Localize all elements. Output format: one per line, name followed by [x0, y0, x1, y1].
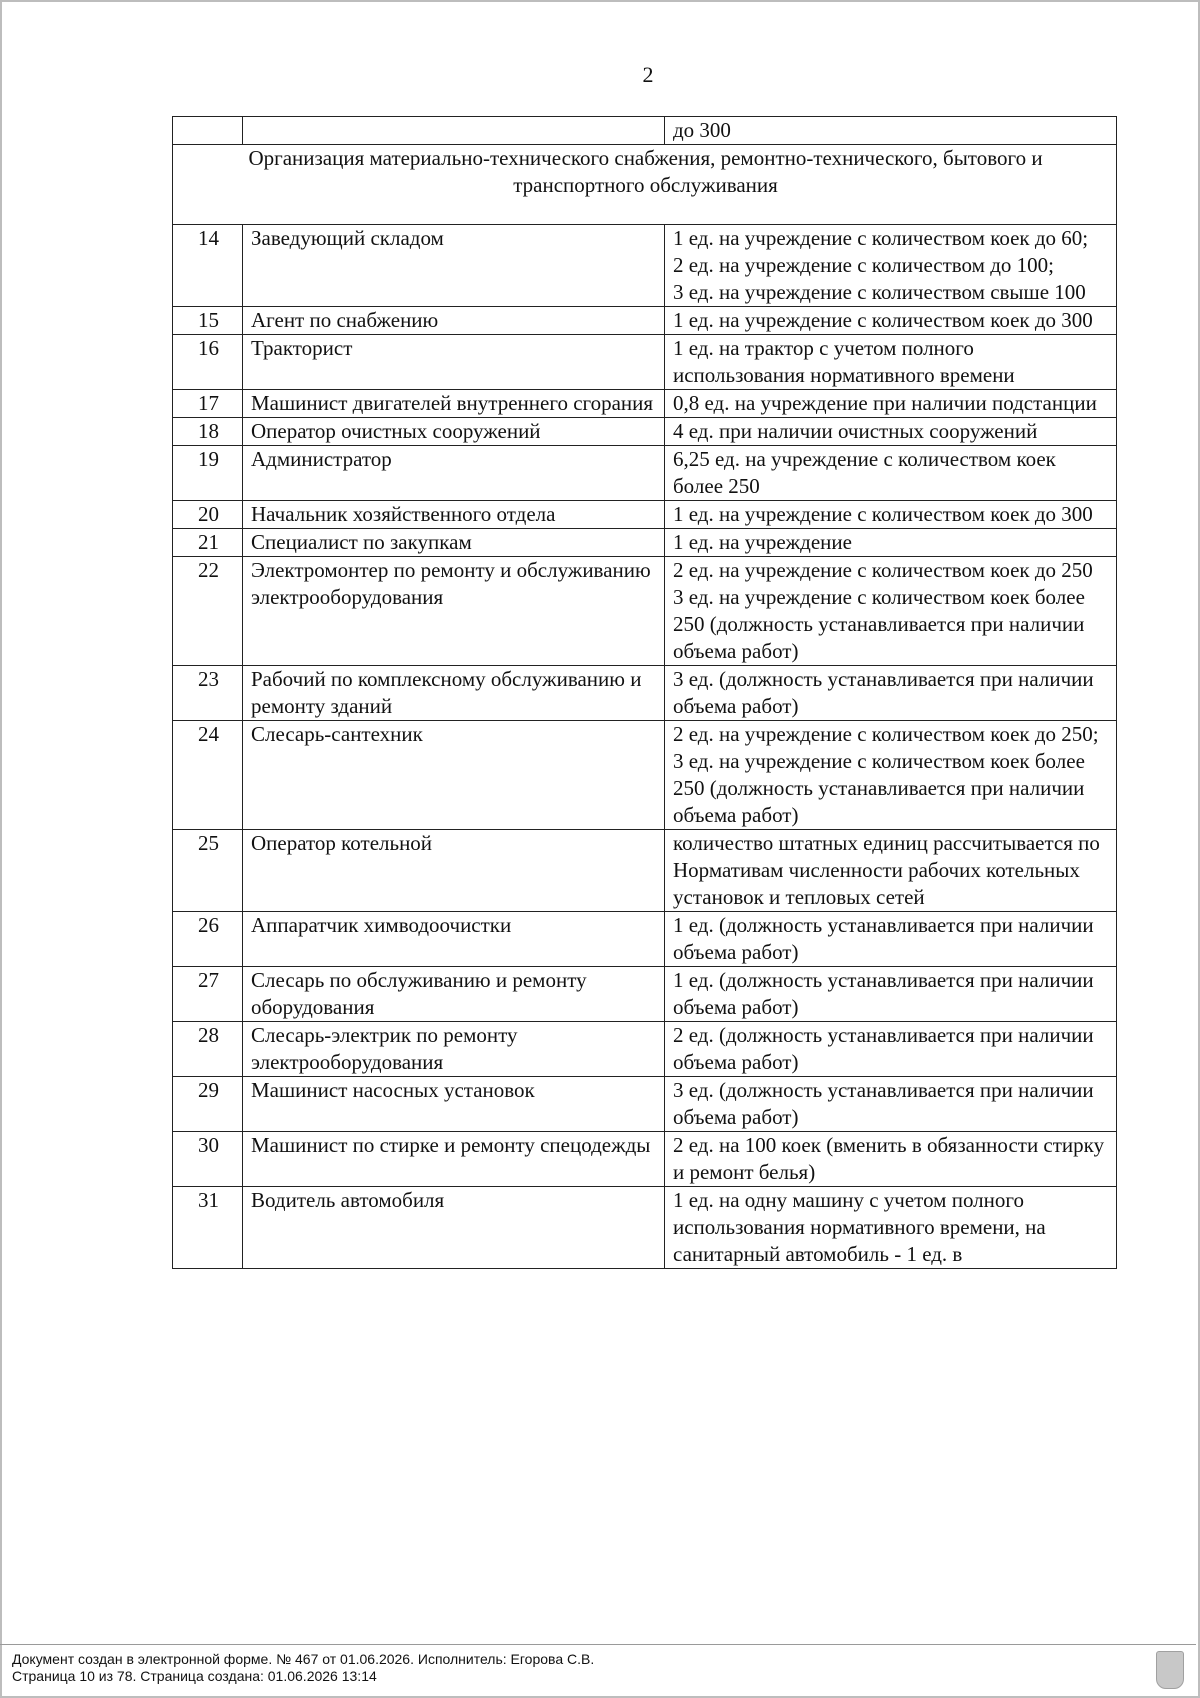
table-row — [173, 307, 1117, 335]
staffing-norm: 1 ед. на трактор с учетом полного использования нормативного времени — [665, 335, 1117, 390]
row-number: 26 — [173, 912, 243, 967]
table-row — [173, 335, 1117, 390]
row-number: 16 — [173, 335, 243, 390]
position-name: Тракторист — [243, 335, 665, 390]
staffing-norm: 2 ед. на учреждение с количеством коек до 250; 3 ед. на учреждение с количеством коек более 250 (должность устанавливается при наличии объема работ) — [665, 721, 1117, 830]
position-name: Начальник хозяйственного отдела — [243, 501, 665, 529]
row-number: 31 — [173, 1187, 243, 1269]
continuation-cell: до 300 — [665, 117, 1117, 145]
position-name: Аппаратчик химводоочистки — [243, 912, 665, 967]
position-name: Машинист насосных установок — [243, 1077, 665, 1132]
table-row — [173, 529, 1117, 557]
position-name: Электромонтер по ремонту и обслуживанию электрооборудования — [243, 557, 665, 666]
row-number: 23 — [173, 666, 243, 721]
position-name: Слесарь-электрик по ремонту электрооборудования — [243, 1022, 665, 1077]
staffing-norm: 1 ед. на учреждение — [665, 529, 1117, 557]
staffing-norm: 1 ед. на одну машину с учетом полного использования нормативного времени, на санитарный автомобиль - 1 ед. в — [665, 1187, 1117, 1269]
table-row — [173, 830, 1117, 912]
table-row — [173, 1022, 1117, 1077]
row-number: 22 — [173, 557, 243, 666]
staffing-norm: 1 ед. на учреждение с количеством коек до 60; 2 ед. на учреждение с количеством до 100; 3 ед. на учреждение с количеством свыше 100 — [665, 225, 1117, 307]
position-name: Машинист двигателей внутреннего сгорания — [243, 390, 665, 418]
row-number: 28 — [173, 1022, 243, 1077]
position-name: Заведующий складом — [243, 225, 665, 307]
position-name: Агент по снабжению — [243, 307, 665, 335]
staffing-norm: 1 ед. на учреждение с количеством коек до 300 — [665, 501, 1117, 529]
continuation-row — [173, 117, 1117, 145]
staffing-norm: 1 ед. на учреждение с количеством коек до 300 — [665, 307, 1117, 335]
seal-icon — [1156, 1651, 1184, 1689]
row-number: 20 — [173, 501, 243, 529]
staffing-norm: 2 ед. на 100 коек (вменить в обязанности стирку и ремонт белья) — [665, 1132, 1117, 1187]
row-number: 27 — [173, 967, 243, 1022]
section-title: Организация материально-технического снабжения, ремонтно-технического, бытового и транспортного обслуживания — [173, 145, 1117, 225]
table-row — [173, 557, 1117, 666]
row-number: 18 — [173, 418, 243, 446]
table-row — [173, 912, 1117, 967]
staffing-norm: 0,8 ед. на учреждение при наличии подстанции — [665, 390, 1117, 418]
staffing-norm: 1 ед. (должность устанавливается при наличии объема работ) — [665, 912, 1117, 967]
row-number: 19 — [173, 446, 243, 501]
position-name: Оператор очистных сооружений — [243, 418, 665, 446]
section-header-row — [173, 145, 1117, 225]
row-number: 25 — [173, 830, 243, 912]
staffing-norm: 6,25 ед. на учреждение с количеством коек более 250 — [665, 446, 1117, 501]
empty-num-cell — [173, 117, 243, 145]
position-name: Водитель автомобиля — [243, 1187, 665, 1269]
table-row — [173, 501, 1117, 529]
table-row — [173, 418, 1117, 446]
row-number: 30 — [173, 1132, 243, 1187]
document-footer — [0, 1644, 1196, 1697]
row-number: 21 — [173, 529, 243, 557]
table-row — [173, 1132, 1117, 1187]
staffing-norm: 3 ед. (должность устанавливается при наличии объема работ) — [665, 666, 1117, 721]
staffing-norm: 2 ед. на учреждение с количеством коек до 250 3 ед. на учреждение с количеством коек более 250 (должность устанавливается при наличии объема работ) — [665, 557, 1117, 666]
row-number: 17 — [173, 390, 243, 418]
staffing-norm: 2 ед. (должность устанавливается при наличии объема работ) — [665, 1022, 1117, 1077]
footer-line-1: Документ создан в электронной форме. № 467 от 01.06.2026. Исполнитель: Егорова С.В. — [12, 1651, 595, 1667]
table-row — [173, 967, 1117, 1022]
table-row — [173, 390, 1117, 418]
staffing-norm: 4 ед. при наличии очистных сооружений — [665, 418, 1117, 446]
empty-position-cell — [243, 117, 665, 145]
staffing-norm: 1 ед. (должность устанавливается при наличии объема работ) — [665, 967, 1117, 1022]
page-number: 2 — [642, 62, 654, 87]
position-name: Оператор котельной — [243, 830, 665, 912]
position-name: Рабочий по комплексному обслуживанию и ремонту зданий — [243, 666, 665, 721]
row-number: 29 — [173, 1077, 243, 1132]
table-row — [173, 666, 1117, 721]
table-row — [173, 446, 1117, 501]
table-row — [173, 1187, 1117, 1269]
footer-text — [12, 1651, 594, 1685]
row-number: 24 — [173, 721, 243, 830]
position-name: Слесарь по обслуживанию и ремонту оборудования — [243, 967, 665, 1022]
position-name: Специалист по закупкам — [243, 529, 665, 557]
row-number: 15 — [173, 307, 243, 335]
footer-line-2: Страница 10 из 78. Страница создана: 01.06.2026 13:14 — [12, 1668, 377, 1684]
staffing-norm: количество штатных единиц рассчитывается по Нормативам численности рабочих котельных установок и тепловых сетей — [665, 830, 1117, 912]
staffing-table — [172, 116, 1117, 1269]
row-number: 14 — [173, 225, 243, 307]
table-row — [173, 225, 1117, 307]
table-row — [173, 1077, 1117, 1132]
position-name: Слесарь-сантехник — [243, 721, 665, 830]
position-name: Администратор — [243, 446, 665, 501]
position-name: Машинист по стирке и ремонту спецодежды — [243, 1132, 665, 1187]
table-row — [173, 721, 1117, 830]
staffing-norm: 3 ед. (должность устанавливается при наличии объема работ) — [665, 1077, 1117, 1132]
